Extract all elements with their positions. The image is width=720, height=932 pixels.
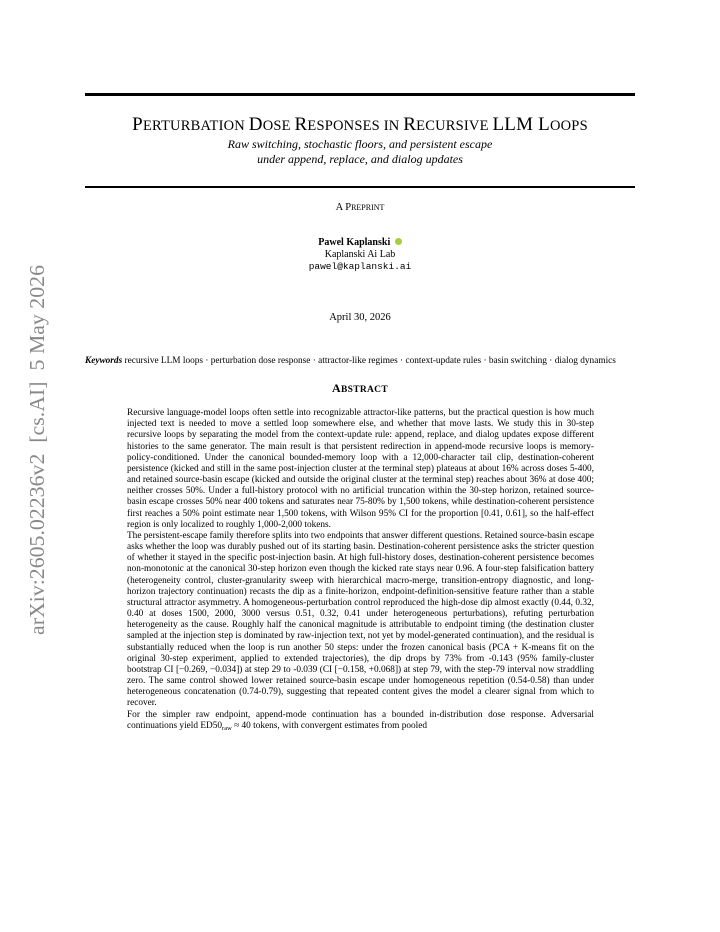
paper-date: April 30, 2026 xyxy=(329,312,391,323)
abstract-body xyxy=(127,408,594,732)
author-email[interactable]: pawel@kaplanski.ai xyxy=(308,261,412,272)
paper-title: PERTURBATION DOSE RESPONSES IN RECURSIVE LLM LOOPS xyxy=(132,114,588,135)
title-bottom-rule xyxy=(85,186,635,188)
keywords xyxy=(85,356,635,368)
abstract-paragraph-1: Recursive language-model loops often settle into recognizable attractor-like patterns, but the practical question is how much injected text is needed to move a settled loop somewhere else, and whether that move lasts. We study this in 30-step recursive loops by separating the model from the context-update rule: append, replace, and dialog updates expose different histories to the same generator. The main result is that persistent redirection in append-mode recursive loops is memory-policy-conditioned. Under the canonical bounded-memory loop with a 12,000-character tail clip, destination-coherent persistence (kicked and still in the same post-injection cluster at the terminal step) plateaus at about 16% across doses 5-400, and retained source-basin escape (kicked and outside the original cluster at the terminal step) reaches about 36% at dose 400; neither crosses 50%. Under a full-history protocol with no artificial truncation within the 30-step horizon, retained source-basin escape crosses 50% near 400 tokens and saturates near 75-80% by 1,500 tokens, while destination-coherent persistence first reaches a 50% point estimate near 1,500 tokens, with Wilson 95% CI for the proportion [0.41, 0.61], so the half-effect region is only localized to roughly 1,000-2,000 tokens. xyxy=(127,408,594,530)
orcid-icon[interactable] xyxy=(395,238,402,245)
author-block xyxy=(85,237,635,273)
title-top-rule xyxy=(85,93,635,96)
arxiv-identifier xyxy=(8,263,54,635)
author-name: Pawel Kaplanski xyxy=(318,237,391,248)
abstract-heading: ABSTRACT xyxy=(332,381,388,395)
subtitle-line-2: under append, replace, and dialog updates xyxy=(257,152,463,166)
preprint-label: A PREPRINT xyxy=(335,202,385,213)
keywords-text: recursive LLM loops · perturbation dose response · attractor-like regimes · context-update rules · basin switching · dialog dynamics xyxy=(122,356,616,366)
paper-subtitle xyxy=(85,137,635,167)
keywords-label: Keywords xyxy=(85,356,123,366)
subtitle-line-1: Raw switching, stochastic floors, and persistent escape xyxy=(227,137,493,151)
arxiv-identifier-text: arXiv:2605.02236v2 [cs.AI] 5 May 2026 xyxy=(25,270,49,635)
author-affiliation: Kaplanski Ai Lab xyxy=(324,249,396,260)
abstract-paragraph-3: For the simpler raw endpoint, append-mode continuation has a bounded in-distribution dose response. Adversarial continuations yield $ED50_{raw} \approx 40$ tokens, with convergent estimates from pooled xyxy=(127,709,594,732)
abstract-paragraph-2: The persistent-escape family therefore splits into two endpoints that answer different questions. Retained source-basin escape asks whether the loop was durably pushed out of its starting basin. Destination-coherent persistence asks the stricter question of whether it stayed in the specific post-injection basin. At high full-history doses, destination-coherent persistence becomes non-monotonic at the canonical 30-step horizon even though the kicked rate stays near 0.96. A four-step falsification battery (heterogeneity control, cluster-granularity sweep with hierarchical macro-merge, transition-entropy diagnostic, and long-horizon trajectory continuation) recasts the dip as a finite-horizon, endpoint-definition-sensitive feature rather than a stable structural attractor asymmetry. A homogeneous-perturbation control reproduced the high-dose dip almost exactly (0.44, 0.32, 0.40 at doses 1500, 2000, 3000 versus 0.51, 0.32, 0.41 under heterogeneous perturbations), refuting perturbation heterogeneity as the cause. Roughly half the canonical magnitude is attributable to endpoint timing (the destination cluster sampled at the injection step is dominated by raw-injection text, not yet by model-generated continuation), and the residual is substantially reduced when the loop is run another 50 steps: under the frozen canonical basis (PCA + K-means fit on the original 30-step experiment, applied to extended trajectories), the dip drops by 73% from -0.143 (95% family-cluster bootstrap CI [−0.269, −0.034]) at step 29 to -0.039 (CI [−0.158, +0.068]) at step 79, with the step-79 interval now straddling zero. The same control showed lower retained source-basin escape under homogeneous repetition (0.54-0.58) than under heterogeneous concatenation (0.74-0.79), suggesting that repeated content gives the model a clearer signal from which to recover. xyxy=(127,530,594,709)
